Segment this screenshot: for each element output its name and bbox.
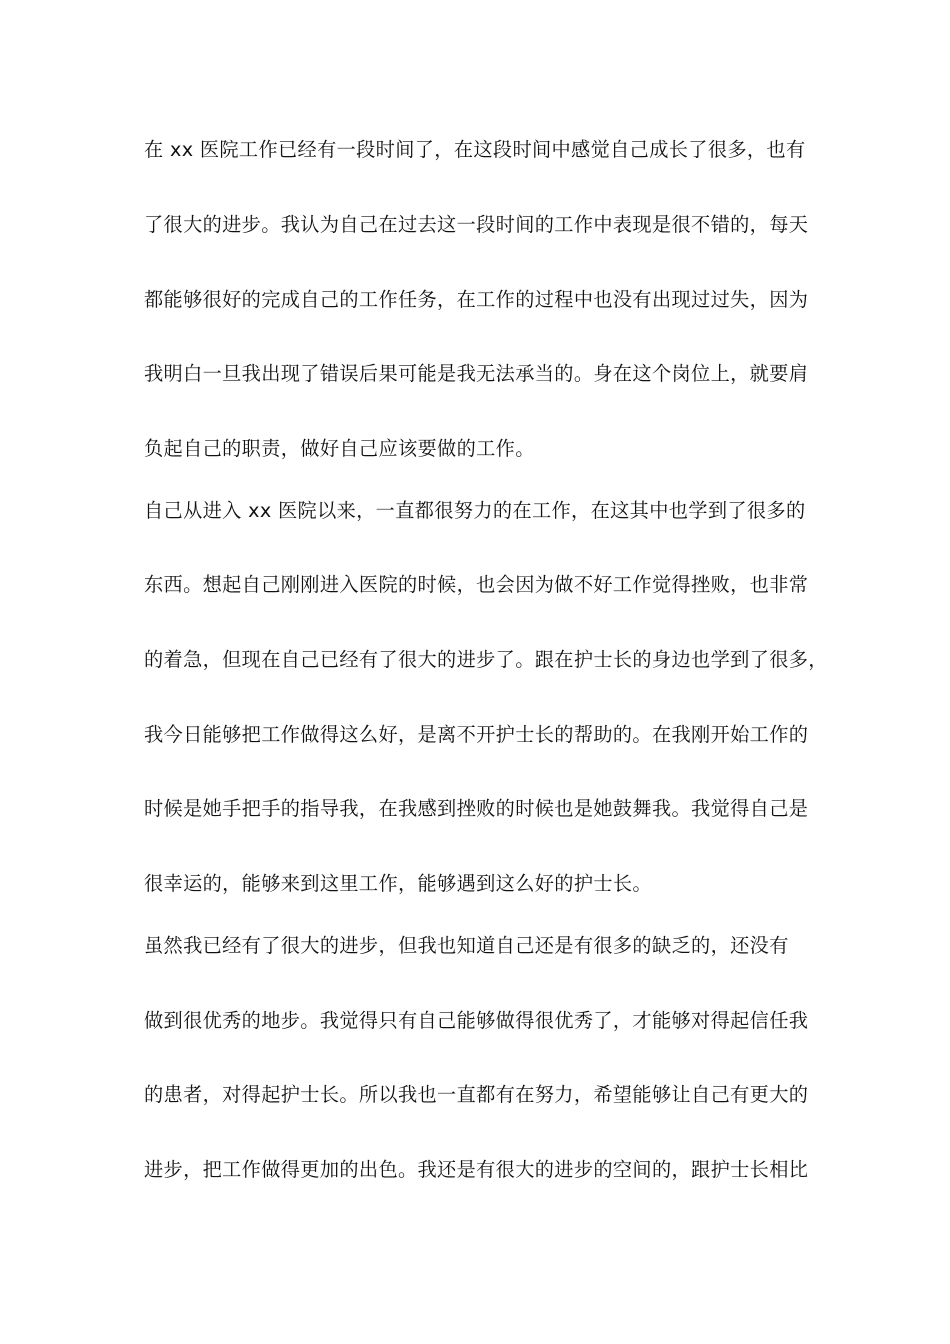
text-line: 虽然我已经有了很大的进步，但我也知道自己还是有很多的缺乏的，还没有 bbox=[144, 934, 789, 957]
text-line: 时候是她手把手的指导我，在我感到挫败的时候也是她鼓舞我。我觉得自己是 bbox=[144, 797, 809, 820]
text-line: 负起自己的职责，做好自己应该要做的工作。 bbox=[144, 437, 535, 460]
text-line: 我明白一旦我出现了错误后果可能是我无法承当的。身在这个岗位上，就要肩 bbox=[144, 362, 809, 385]
text-line: 我今日能够把工作做得这么好，是离不开护士长的帮助的。在我刚开始工作的 bbox=[144, 723, 809, 746]
text-line: 都能够很好的完成自己的工作任务，在工作的过程中也没有出现过过失，因为 bbox=[144, 288, 809, 311]
text-line: 了很大的进步。我认为自己在过去这一段时间的工作中表现是很不错的，每天 bbox=[144, 213, 809, 236]
text-line: 很幸运的，能够来到这里工作，能够遇到这么好的护士长。 bbox=[144, 872, 652, 895]
text-line: 做到很优秀的地步。我觉得只有自己能够做得很优秀了，才能够对得起信任我 bbox=[144, 1009, 809, 1032]
text-line: 的患者，对得起护士长。所以我也一直都有在努力，希望能够让自己有更大的 bbox=[144, 1083, 809, 1106]
text-line: 在 xx 医院工作已经有一段时间了，在这段时间中感觉自己成长了很多，也有 bbox=[144, 138, 806, 161]
text-line: 进步，把工作做得更加的出色。我还是有很大的进步的空间的，跟护士长相比 bbox=[144, 1158, 809, 1181]
text-line: 自己从进入 xx 医院以来，一直都很努力的在工作，在这其中也学到了很多的 bbox=[144, 499, 806, 522]
text-line: 的着急，但现在自己已经有了很大的进步了。跟在护士长的身边也学到了很多， bbox=[144, 648, 828, 671]
text-line: 东西。想起自己刚刚进入医院的时候，也会因为做不好工作觉得挫败，也非常 bbox=[144, 573, 809, 596]
